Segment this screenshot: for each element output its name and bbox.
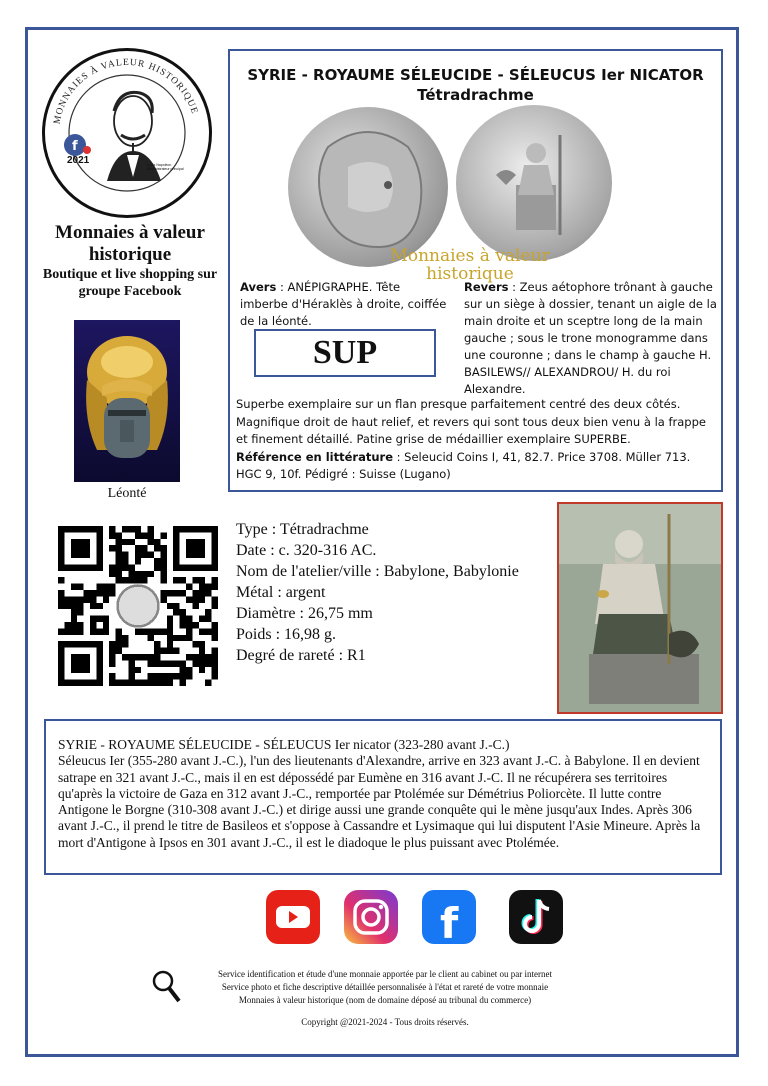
coin-obverse-image xyxy=(288,107,448,267)
coin-name: SYRIE - ROYAUME SÉLEUCIDE - SÉLEUCUS Ier NICATOR xyxy=(247,66,704,84)
svg-text:f: f xyxy=(72,139,78,154)
spec-type: Type : Tétradrachme xyxy=(236,521,369,538)
leonte-helmet-image xyxy=(74,320,180,482)
logo-year: 2021 xyxy=(67,155,90,166)
history-body: Séleucus Ier (355-280 avant J.-C.), l'un des lieutenants d'Alexandre, arrive en 323 avant J.-C. à Babylone. Il en devient satrape en 321 avant J.-C., mais il en est dépossédé par Eumène en 316 avant J.-C. Il ne récupérera ses territoires qu'après la victoire de Gaza en 312 avant J.-C., remportée par Ptolémée sur Démétrius Poliorcète. Il lutte contre Antigone le Borgne (310-308 avant J.-C.) et dirige aussi une grande conquête qui le mène jusqu'aux Indes. Après 306 avant J.-C., il prend le titre de Basileos et s'oppose à Cassandre et Lysimaque qui lui disputent l'Asie Mineure. Après la mort d'Antigone à Ipsos en 301 avant J.-C., il est le diadoque le plus puissant avec Ptolémée. xyxy=(58,753,701,850)
watermark-line2: historique xyxy=(426,264,514,284)
helmet-caption: Léonté xyxy=(107,486,147,501)
grade-badge: SUP xyxy=(254,329,436,377)
brand-title: Monnaies à valeur historique xyxy=(55,222,205,265)
revers-description xyxy=(464,279,718,398)
svg-text:f: f xyxy=(440,899,459,948)
zeus-statue-image xyxy=(557,502,723,714)
spec-diametre: Diamètre : 26,75 mm xyxy=(236,605,373,622)
revers-label: Revers xyxy=(464,280,509,294)
instagram-icon[interactable] xyxy=(340,886,402,948)
coin-quality-text: Superbe exemplaire sur un flan presque parfaitement centré des deux côtés. Magnifique droit de haut relief, et revers qui sont tous deux bien venu à la frappe et finement détaillé. Patine grise de médaillier exemplaire SUPERBE. xyxy=(236,397,706,446)
footer-services xyxy=(180,968,590,1007)
spec-metal: Métal : argent xyxy=(236,584,326,601)
history-panel xyxy=(44,719,722,875)
spec-rarete: Degré de rareté : R1 xyxy=(236,647,366,664)
coin-specs xyxy=(236,519,536,666)
spec-atelier: Nom de l'atelier/ville : Babylone, Babylonie xyxy=(236,563,519,580)
logo-small-text: Louis Napoléon Administrateur principal xyxy=(147,163,184,171)
watermark-line1: Monnaies à valeur xyxy=(390,246,550,266)
avers-text: : ANÉPIGRAPHE. Tête imberbe d'Héraklès à droite, coiffée de la léonté. xyxy=(240,280,447,328)
magnifier-icon xyxy=(150,968,182,1004)
coin-title xyxy=(230,65,721,105)
brand-subtitle: Boutique et live shopping sur groupe Facebook xyxy=(42,267,218,299)
coin-reverse-image xyxy=(456,105,612,261)
spec-poids: Poids : 16,98 g. xyxy=(236,626,337,643)
coin-description-panel xyxy=(228,49,723,492)
qr-code[interactable] xyxy=(58,526,218,686)
watermark xyxy=(380,247,560,283)
youtube-icon[interactable] xyxy=(262,886,324,948)
avers-description xyxy=(240,279,450,330)
facebook-icon[interactable] xyxy=(418,886,480,948)
coin-notes xyxy=(236,396,716,484)
footer-line1: Service identification et étude d'une monnaie apportée par le client au cabinet ou par internet xyxy=(218,969,552,979)
copyright: Copyright @2021-2024 - Tous droits réservés. xyxy=(301,1017,469,1027)
history-heading: SYRIE - ROYAUME SÉLEUCIDE - SÉLEUCUS Ier nicator (323-280 avant J.-C.) xyxy=(58,737,510,752)
reference-label: Référence en littérature xyxy=(236,449,393,464)
svg-text:MONNAIES À VALEUR HISTORIQUE: MONNAIES À VALEUR HISTORIQUE xyxy=(52,57,200,126)
revers-text: : Zeus aétophore trônant à gauche sur un siège à dossier, tenant un aigle de la main droite et un sceptre long de la main gauche ; sous le trone monogramme dans une couronne ; dans le champ à gauche H. BASILEWS// ALEXANDROU/ H. du roi Alexandre. xyxy=(464,280,717,396)
reference-text: : Seleucid Coins I, 41, 82.7. Price 3708. Müller 713. HGC 9, 10f. Pédigré : Suisse (Lugano) xyxy=(236,449,691,481)
footer-line2: Service photo et fiche descriptive détaillée personnalisée à l'état et rareté de votre monnaie xyxy=(221,982,549,992)
coin-denomination: Tétradrachme xyxy=(417,86,534,104)
tiktok-icon[interactable] xyxy=(505,886,567,948)
avers-label: Avers xyxy=(240,280,277,294)
spec-date: Date : c. 320-316 AC. xyxy=(236,542,377,559)
brand-logo-seal xyxy=(42,48,212,218)
footer-line3: Monnaies à valeur historique (nom de domaine déposé au tribunal du commerce) xyxy=(238,995,532,1005)
